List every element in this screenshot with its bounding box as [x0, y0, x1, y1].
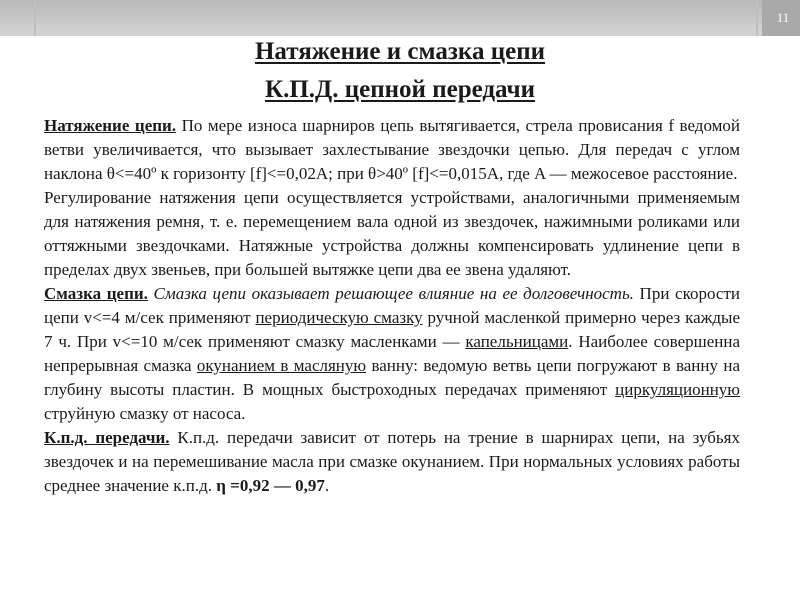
underlined-term: циркуляционную [615, 380, 740, 399]
paragraph-text: . Наиболее совершенна непрерывная смазка [44, 332, 740, 375]
paragraph-efficiency [44, 426, 740, 498]
paragraph-text: По мере износа шарниров цепь вытягивается, стрела провисания f ведомой ветви увеличивается, что вызывает захлестывание звездочки цепью. Для передач с углом наклона θ<=40º к горизонту [f]<=0,02A; при θ>40º [f]<=0,015A, где A — межосевое расстояние. [44, 116, 740, 183]
paragraph-regulation [44, 186, 740, 282]
frame-line-left [34, 0, 36, 36]
header-band [0, 0, 800, 36]
underlined-term: периодическую смазку [255, 308, 423, 327]
paragraph-lubrication [44, 282, 740, 426]
paragraph-text: ванну: ведомую ветвь цепи погружают в ванну на глубину высоты пластин. В мощных быстроходных передачах применяют [44, 356, 740, 399]
slide-title-line2: К.П.Д. цепной передачи [264, 76, 536, 103]
underlined-term: капельницами [465, 332, 569, 351]
frame-line-right [756, 0, 758, 36]
underlined-term: окунанием в масляную [196, 356, 367, 375]
paragraph-text: ручной масленкой примерно через каждые 7 ч. При v<=10 м/сек применяют смазку масленками — [44, 308, 740, 351]
paragraph-heading: Натяжение цепи. [44, 116, 177, 135]
paragraph-tension [44, 114, 740, 186]
italic-statement: Смазка цепи оказывает решающее влияние на ее долговечность. [147, 284, 634, 303]
slide-title-line1: Натяжение и смазка цепи [254, 38, 546, 65]
slide-number: 11 [776, 10, 790, 25]
paragraph-text: Регулирование натяжения цепи осуществляется устройствами, аналогичными применяемым для натяжения ремня, т. е. перемещением вала одной из звездочек, нажимными роликами или оттяжными звездочками. Натяжные устройства должны компенсировать удлинение цепи в пределах двух звеньев, при большей вытяжке цепи два ее звена удаляют. [44, 188, 740, 279]
slide-body [44, 114, 740, 498]
efficiency-value: η =0,92 — 0,97 [216, 476, 325, 495]
paragraph-text: К.п.д. передачи зависит от потерь на трение в шарнирах цепи, на зубьях звездочек и на перемешивание масла при смазке окунанием. При нормальных условиях работы среднее значение к.п.д. [44, 428, 740, 495]
paragraph-heading: Смазка цепи. [44, 284, 148, 303]
paragraph-text: При скорости цепи v<=4 м/сек применяют [44, 284, 740, 327]
paragraph-text: струйную смазку от насоса. [44, 404, 246, 423]
paragraph-heading: К.п.д. передачи. [44, 428, 170, 447]
paragraph-text: . [324, 476, 330, 495]
